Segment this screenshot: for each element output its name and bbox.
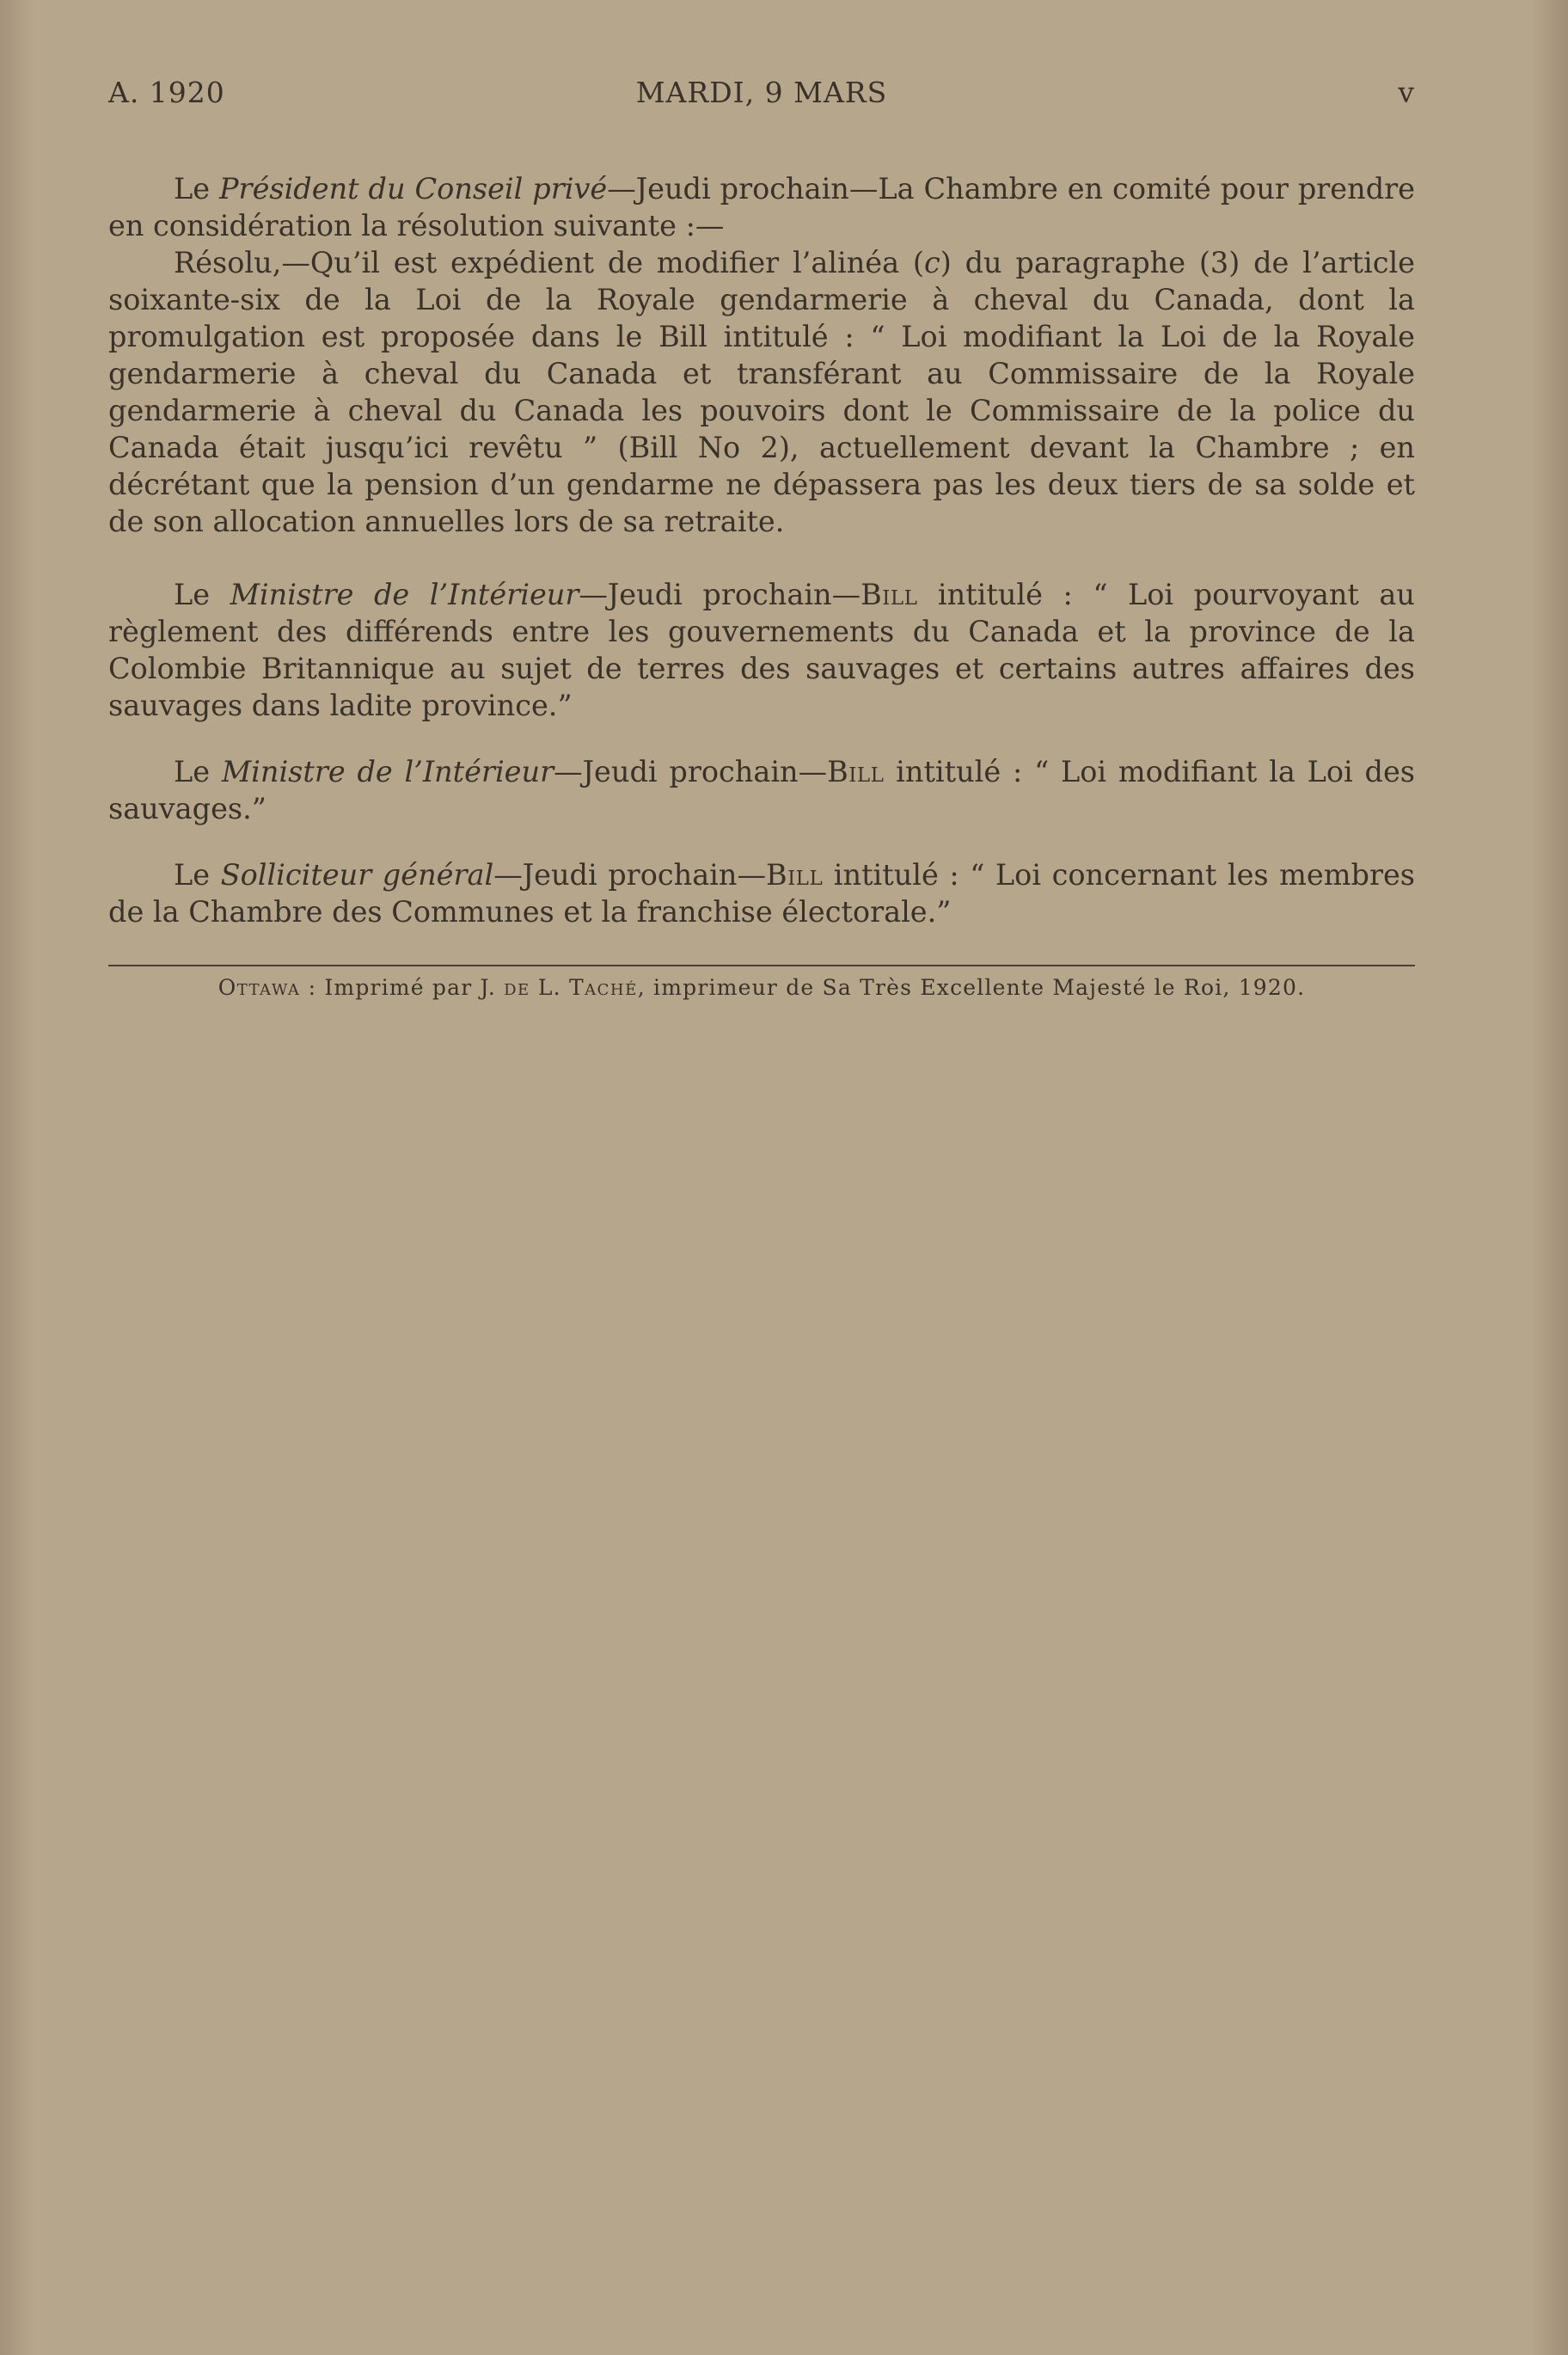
entry-text-continued: intitulé : “ Loi modifiant la Loi des sauvages.” bbox=[108, 755, 1415, 825]
imprint-text: : Imprimé par J. bbox=[300, 975, 505, 1000]
entry-text: —Jeudi prochain— bbox=[493, 858, 766, 892]
footer-divider bbox=[108, 965, 1415, 966]
resolution-text: Résolu,—Qu’il est expédient de modifier l’alinéa ( bbox=[174, 246, 924, 279]
printer-imprint bbox=[108, 975, 1415, 1000]
imprint-city: Ottawa bbox=[217, 975, 301, 1000]
entry-text-continued: intitulé : “ Loi concernant les membres de la Chambre des Communes et la franchise électorale.” bbox=[108, 858, 1415, 929]
entry-intro: Le bbox=[174, 755, 222, 788]
entry-text-continued: intitulé : “ Loi pourvoyant au règlement des différends entre les gouvernements du Canada et la province de la Colombie Britannique au sujet de terres des sauvages et certains autres affaires des sauvages dans ladite province.” bbox=[108, 578, 1415, 722]
header-date: MARDI, 9 MARS bbox=[635, 76, 888, 109]
entry-speaker: Président du Conseil privé bbox=[219, 172, 608, 205]
bill-label: Bill bbox=[861, 578, 918, 611]
document-body bbox=[108, 170, 1415, 930]
entry-speaker: Ministre de l’Intérieur bbox=[221, 755, 554, 788]
entry-ministre-interieur-1 bbox=[108, 576, 1415, 724]
resolution-text-continued: ) du paragraphe (3) de l’article soixante-six de la Loi de la Royale gendarmerie à cheval du Canada, dont la promulgation est proposée dans le Bill intitulé : “ Loi modifiant la Loi de la Royale gendarmerie à cheval du Canada et transférant au Commissaire de la Royale gendarmerie à cheval du Canada les pouvoirs dont le Commissaire de la police du Canada était jusqu’ici revêtu ” (Bill No 2), actuellement devant la Chambre ; en décrétant que la pension d’un gendarme ne dépassera pas les deux tiers de sa solde et de son allocation annuelles lors de sa retraite. bbox=[108, 246, 1415, 538]
spacer bbox=[108, 724, 1415, 753]
imprint-printer-name: Taché bbox=[568, 975, 638, 1000]
spacer bbox=[108, 827, 1415, 856]
imprint-text: L. bbox=[530, 975, 569, 1000]
entry-intro: Le bbox=[174, 858, 221, 892]
entry-intro: Le bbox=[174, 578, 230, 611]
entry-text: —Jeudi prochain— bbox=[579, 578, 861, 611]
entry-speaker: Solliciteur général bbox=[220, 858, 494, 892]
entry-president-conseil bbox=[108, 170, 1415, 244]
entry-solliciteur-general bbox=[108, 856, 1415, 930]
bill-label: Bill bbox=[765, 858, 824, 892]
entry-ministre-interieur-2 bbox=[108, 753, 1415, 827]
header-page-number: v bbox=[1398, 76, 1415, 109]
entry-speaker: Ministre de l’Intérieur bbox=[230, 578, 579, 611]
page-header bbox=[108, 76, 1415, 119]
imprint-particle: de bbox=[504, 975, 530, 1000]
entry-resolution bbox=[108, 244, 1415, 540]
imprint-text: , imprimeur de Sa Très Excellente Majesté le Roi, 1920. bbox=[637, 975, 1306, 1000]
spacer bbox=[108, 540, 1415, 576]
entry-intro: Le bbox=[174, 172, 220, 205]
header-year: A. 1920 bbox=[108, 76, 225, 109]
entry-text: —Jeudi prochain—La Chambre en comité pour prendre en considération la résolution suivante :— bbox=[108, 172, 1415, 242]
bill-label: Bill bbox=[827, 755, 885, 788]
resolution-italic: c bbox=[923, 246, 940, 279]
entry-text: —Jeudi prochain— bbox=[554, 755, 828, 788]
